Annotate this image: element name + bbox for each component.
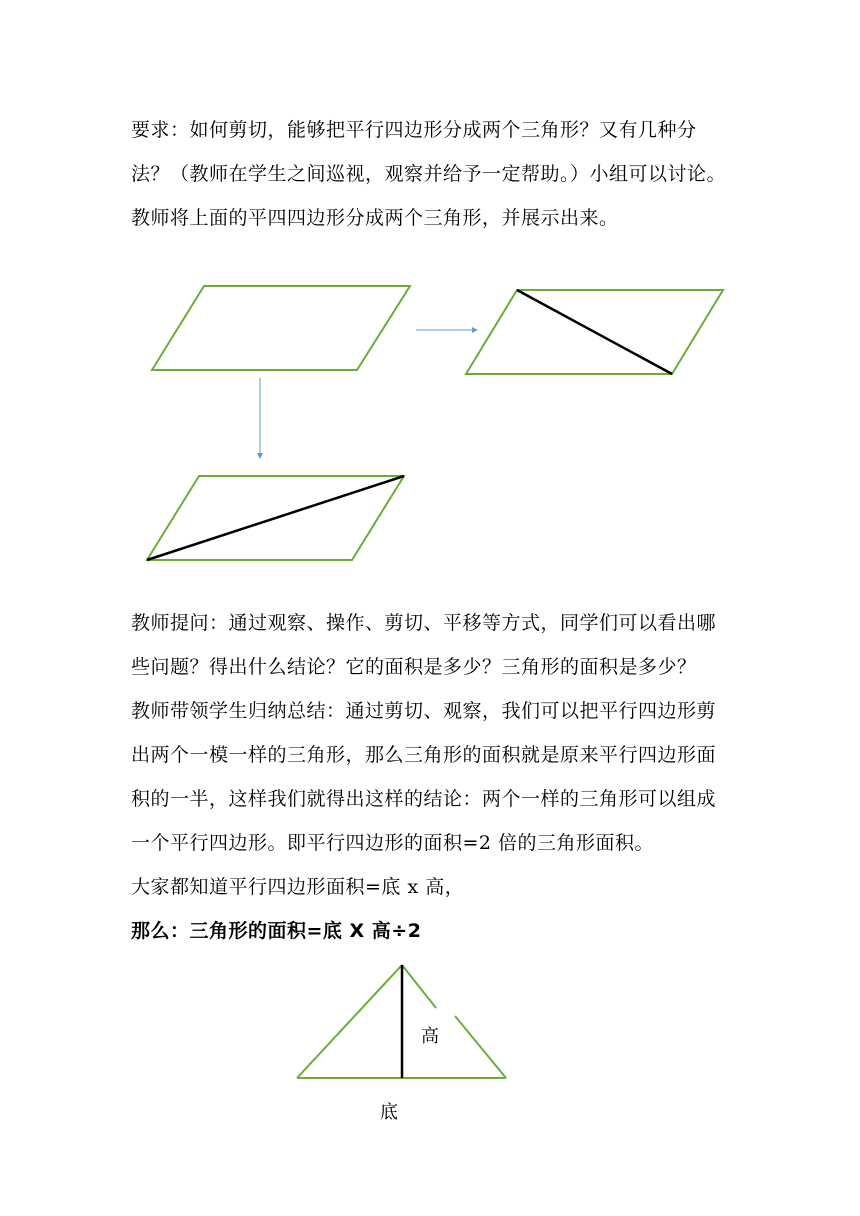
text-line: 一个平行四边形。即平行四边形的面积=2 倍的三角形面积。 xyxy=(131,832,655,854)
text-line: 教师带领学生归纳总结：通过剪切、观察，我们可以把平行四边形剪 xyxy=(131,700,717,722)
text-line: 法？（教师在学生之间巡视，观察并给予一定帮助。）小组可以讨论。 xyxy=(131,163,727,185)
triangle-left-side xyxy=(297,965,402,1078)
text-line: 积的一半，这样我们就得出这样的结论：两个一样的三角形可以组成 xyxy=(131,788,717,810)
text-line: 些问题？得出什么结论？它的面积是多少？三角形的面积是多少？ xyxy=(131,656,697,678)
text-line: 教师将上面的平四四边形分成两个三角形，并展示出来。 xyxy=(131,207,619,229)
text-line: 要求：如何剪切，能够把平行四边形分成两个三角形？又有几种分 xyxy=(131,119,697,141)
text-line: 出两个一模一样的三角形，那么三角形的面积就是原来平行四边形面 xyxy=(131,744,717,766)
text-line: 教师提问：通过观察、操作、剪切、平移等方式，同学们可以看出哪 xyxy=(131,612,717,634)
text-line: 大家都知道平行四边形面积=底 x 高， xyxy=(131,876,465,898)
height-label: 高 xyxy=(421,1026,439,1047)
base-label: 底 xyxy=(380,1102,398,1123)
triangle-right-side-upper xyxy=(402,965,436,1008)
area-formula: 那么：三角形的面积=底 X 高÷2 xyxy=(131,920,422,942)
triangle-right-side-lower xyxy=(455,1016,506,1078)
